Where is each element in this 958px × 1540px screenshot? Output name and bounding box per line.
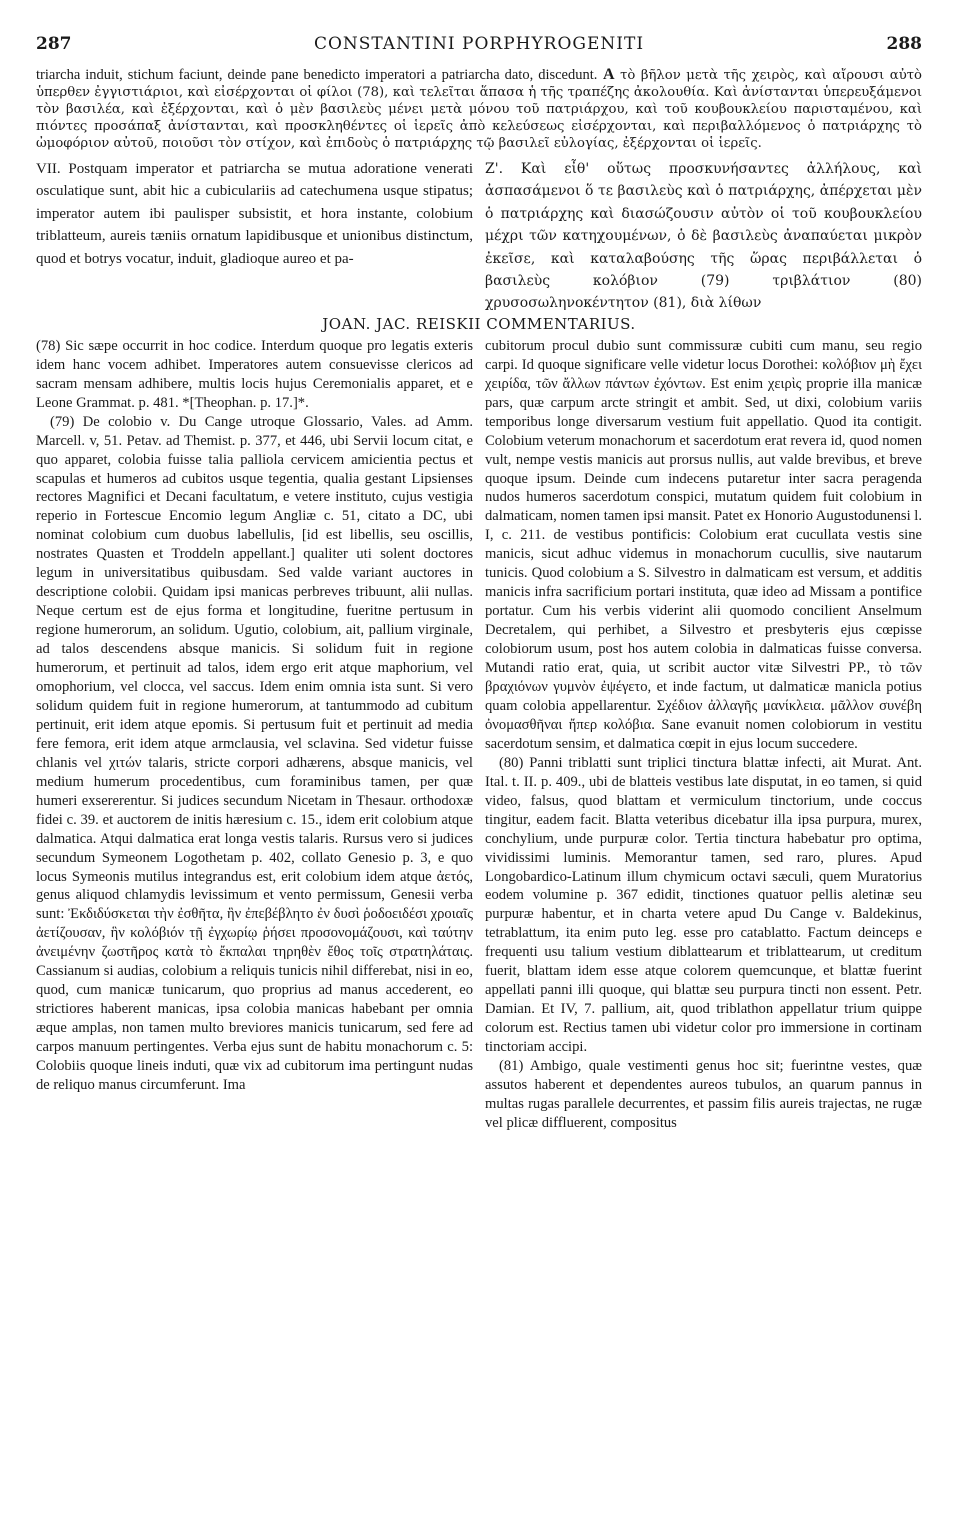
page-number-right: 288 bbox=[886, 34, 922, 54]
commentary-left-column bbox=[36, 337, 473, 1133]
running-title: CONSTANTINI PORPHYROGENITI bbox=[313, 34, 645, 54]
commentary-right-column bbox=[485, 337, 922, 1133]
top-latin-text: triarcha induit, stichum faciunt, deinde pane benedicto imperatori a patriarcha dato, discedunt. bbox=[36, 67, 598, 83]
note-79: (79) De colobio v. Du Cange utroque Glossario, Vales. ad Amm. Marcell. v, 51. Petav. ad Themist. p. 377, et 446, ubi Servii locum citat, e quo apparet, colobia fuisse talia palliola cervicem amicientia pectus et scapulas et humeros ad cubitos usque tegentia, qualia gestant Lipsienses rectores Magnifici et Decani facultatum, e vetere instituto, cujus vestigia reperio in Fortescue Encomio legum Angliæ c. 51, citato a DC, ubi nominat colobium cum duobus labellulis, [id est libellis, seu oscillis, nostrates Quasten et Troddeln appellant.] qualiter uti solent doctores legum in universitatibus quibusdam. Sed valde variant auctores in descriptione colobii. Quidam ipsi manicas perbreves tribuunt, alii nullas. Neque certum est de ejus forma et longitudine, fueritne pertusum in regione humerorum, an solidum. Ugutio, colobium, ait, pallium virginale, ad talos descendens absque manicis. Si solidum fuit in regione humerorum, et pertinuit ad talos, idem ergo erit atque maphorium, vel omophorium, vel clocca, vel saccus. Idem enim omnia ista sunt. Si vero solidum quidem fuit in regione humerorum, at tantummodo ad cubitum pertinuit, erit idem atque epomis. Si pertusum fuit et pertinuit ad media fere femora, erit idem atque armclausia, vel sclavina. Sed videtur fuisse chlanis vel χιτών talaris, stricte corpori adhærens, absque manicis, vel medium humerum procedentibus, cum foraminibus tamen, per quæ humeri exsererentur. Si judices secundum Nicetam in Thesaur. orthodoxæ fidei c. 39. et auctorem de initis hæresium c. 15., idem erit colobium atque dalmatica. Atqui dalmatica erat longa vestis talaris. Rursus vero si judices secundum Symeonem Logothetam p. 402, collato Genesio p. 3, e quo locus Symeonis mutilus integrandus est, erit colobium idem atque ἀετός, genus aliquod chlamydis levissimum et vento permissum, Genesii verba sunt: Ἐκδιδύσκεται τὴν ἐσθῆτα, ἣν ἐπεβέβλητο ἐν δυσὶ ῥοδοειδέσι χροιαῖς ἀετίζουσαν, ἣν κολόβιόν τῇ ἐγχωρίῳ ῥήσει προσονομάζουσι, καὶ ταύτην ἀνειμένην ζωστῆρος κατὰ τὸ ἔκπαλαι τηρηθὲν ἔθος τοῖς στρατηλάταις. Cassianum si audias, colobium a reliquis tunicis nihil differebat, nisi in eo, quod, cum manicæ tunicarum, quo proprius ad manus accederent, eo strictiores haberent manicas, ipsa colobia manicas habebant per omnia æque amplas, non tamen multo breviores manicis tunicarum, sed fere ad carpos manuum pertingentes. Verba ejus sunt de habitu monachorum c. 5: Colobiis quoque lineis induti, quæ vix ad cubitorum ima pertingunt nudas de reliquo manus circumferunt. Ima bbox=[36, 413, 473, 1094]
top-greek-text: τὸ βῆλον μετὰ τῆς χειρὸς, καὶ αἴρουσι αὐτὸ ὑπερθεν ἐγγιστιάριοι, καὶ εἰσέρχονται οἱ φίλοι (78), καὶ τελεῖται ἅπασα ἡ τῆς τραπέζης ἀκολουθία. Καὶ ἀνίστανται ὑπερευξάμενοι τὸν βασιλέα, καὶ ἐξέρχονται, καὶ ὁ μὲν βασιλεὺς μένει μετὰ μόνου τοῦ πατριάρχου, καὶ τοῦ κουβουκλείου παρισταμένου, καὶ πιόντες προσάπαξ ἀνίστανται, καὶ προσκληθέντες οἱ ἱερεῖς ἀπὸ κελεύσεως εἰσέρχονται, καὶ περιβαλλόμενος ὁ πατριάρχης τὸ ὠμοφόριον αὐτοῦ, ποιοῦσι τὸν στίχον, καὶ ἐπιδοὺς ὁ πατριάρχης τῷ βασιλεῖ εὐλογίας, ἐξέρχονται οἱ ἱερεῖς. bbox=[36, 68, 922, 151]
greek-text: Ζ'. Καὶ εἶθ' οὕτως προσκυνήσαντες ἀλλήλους, καὶ ἀσπασάμενοι ὅ τε βασιλεὺς καὶ ὁ πατριάρχης, ἀπέρχεται μὲν ὁ πατριάρχης καὶ διασώζουσιν αὐτὸν οἱ τοῦ κουβουκλείου μέχρι τῶν κατηχουμένων, ὁ δὲ βασιλεὺς ἀναπαύεται μικρὸν ἐκεῖσε, καὶ καταλαβούσης τῆς ὥρας περιβάλλεται ὁ βασιλεὺς κολόβιον (79) τριβλάτιον (80) χρυσοσωληνοκέντητον (81), διὰ λίθων bbox=[485, 161, 922, 312]
page-number-left: 287 bbox=[36, 34, 72, 54]
note-78: (78) Sic sæpe occurrit in hoc codice. Interdum quoque pro legatis exteris idem hanc vocem adhibet. Imperatores autem consuevisse clericos ad sacram mensam adhibere, multis locis hujus Ceremonialis apparet, et e Leone Grammat. p. 481. *[Theophan. p. 17.]*. bbox=[36, 337, 473, 411]
top-paragraph bbox=[36, 66, 922, 152]
margin-letter-a: A bbox=[602, 66, 615, 83]
section-vii bbox=[36, 158, 922, 315]
commentary bbox=[36, 337, 922, 1133]
note-81: (81) Ambigo, quale vestimenti genus hoc sit; fuerintne vestes, quæ assutos haberent et dependentes aureos tubulos, an quarum pannus in multas rugas parallele decurrentes, et passim filis aureis trajectas, ne rugæ vel plicæ diffluerent, compositus bbox=[485, 1058, 922, 1131]
running-header bbox=[36, 34, 922, 60]
latin-translation: VII. Postquam imperator et patriarcha se mutua adoratione venerati osculatique sunt, abit hic a cubiculariis ad catechumena usque stipatus; imperator autem ibi paulisper subsistit, et hora instante, colobium triblatteum, aureis tæniis ornatum lapidibusque et unionibus distinctum, quod et botrys vocatur, induit, gladioque aureo et pa- bbox=[36, 161, 473, 267]
greek-column bbox=[485, 158, 922, 315]
latin-column bbox=[36, 158, 473, 315]
book-page bbox=[36, 34, 922, 1514]
note-80: (80) Panni triblatti sunt triplici tinctura blattæ infecti, ait Murat. Ant. Ital. t. II. p. 409., ubi de blatteis vestibus late disputat, in eo tamen, si quid video, falsus, quod blattam et vermiculum tinctorium, unde coccus tingitur, eadem facit. Blatta veteribus dicebatur illa ipsa purpura, murex, conchylium, unde purpuræ color. Tertia tinctura habebatur pro optima, vividissimi luminis. Memorantur tamen, sed raro, plures. Apud Longobardico-Latinum illum chymicum octavi sæculi, quem Muratorius eodem volumine p. 367 edidit, tinctiones quatuor pellis aletinæ seu purpuræ habentur, et in charta vetere apud Du Cange v. Baldekinus, tetrablattum, ita enim puto leg. esse pro catablatto. Factum deinceps e frequenti usu talium vestium diblattearum et triblattearum, ut creditum fuerit, blattam idem esse atque colorem quemcunque, et blattæ fuerint appellati panni illi quoque, qui blattæ seu purpura tincti non essent. Petr. Damian. Et IV, 7. pallium, ait, quod triblathon appellatur trium quippe colorum est. Rectius tamen ubi videtur color pro immersione in cortinam tinctoriam accipi. bbox=[485, 754, 922, 1056]
note-79-continued: cubitorum procul dubio sunt commissuræ cubiti cum manu, seu regio carpi. Id quoque significare velle videtur locus Dorothei: κολόβιον μὴ ἔχει χειρίδα, τῶν ἄλλων πάντων ἐχόντων. Est enim χειρὶς proprie illa manicæ pars, quæ carpum arcte stringit et ambit. Sed, ut dixi, colobium variis temporibus longe diversarum vestium fuit appellatio. Quod ita contigit. Colobium veterum monachorum et sacerdotum erat revera id, quod nomen vult, nempe vestis manicis aut prorsus nullis, aut valde brevibus, et breve quoque ipsum. Deinde cum indecens putaretur inter sacra peragenda nudos humeros sacerdotum conspici, mutatum quidem fuit colobium in dalmaticam, nomen tamen ipsi mansit. Patet ex Honorio Augustodunensi l. I, c. 211. de vestibus pontificis: Colobium erat cucullata vestis sine manicis, sicut adhuc videmus in monachorum cucullis, sive nautarum tunicis. Quod colobium a S. Silvestro in dalmaticam est versum, et additis manicis infra sacrificium portari instituta, quæ ideo ad Missam a pontifice portatur. Cum his verbis viderint alii quomodo concilient Anselmum Decretalem, qui perhibet, a Silvestro et presbyteris ejus cœpisse colobiorum usum, post hos autem colobia in dalmaticas fuisse conversa. Mutandi ratio erat, quia, ut scribit auctor vitæ Silvestri PP., τὸ τῶν βραχιόνων γυμνὸν ἐψέγετο, et inde factum, ut dalmaticæ manicla potius quam colobia appellarentur. Σχέδιον ἀλλαγῆς μανίκλεια. μᾶλλον συνέβη ὀνομασθῆναι ἤπερ κολόβια. Sane evanuit nomen colobiorum in vestitu sacerdotum sensim, et dalmatica cœpit in ejus locum succedere. bbox=[485, 337, 922, 752]
commentary-title: JOAN. JAC. REISKII COMMENTARIUS. bbox=[322, 314, 636, 333]
